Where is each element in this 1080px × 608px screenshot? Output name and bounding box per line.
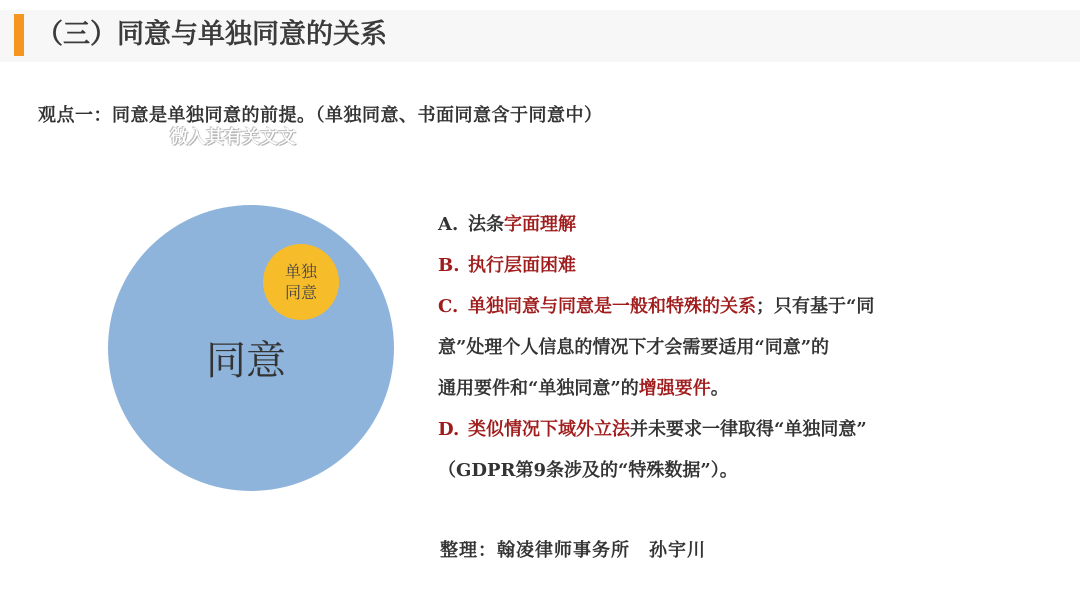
slide-title: （三）同意与单独同意的关系: [36, 19, 387, 50]
point-c-line3-text-end: 。: [710, 378, 729, 399]
point-c-line3-text-emphasis: 增强要件: [638, 378, 711, 399]
separate-consent-label-line2: 同意: [284, 283, 317, 302]
points-list: [438, 204, 1018, 491]
point-c-marker: C.: [438, 296, 459, 317]
separate-consent-label: [263, 261, 339, 303]
point-d-line2-text: （GDPR第9条涉及的“特殊数据”）。: [438, 460, 738, 481]
consent-label: 同意: [206, 338, 286, 384]
point-b: [438, 245, 1018, 286]
point-b-marker: B.: [438, 255, 460, 276]
separate-consent-label-line1: 单独: [284, 262, 317, 281]
point-d-text-plain: 并未要求一律取得“单独同意”: [630, 419, 867, 440]
point-a-marker: A.: [438, 214, 459, 235]
point-c-line2-text: 意”处理个人信息的情况下才会需要适用“同意”的: [438, 337, 830, 358]
point-c-text-emphasis: 单独同意与同意是一般和特殊的关系: [468, 296, 756, 317]
point-c-line2: [438, 327, 1018, 368]
point-c-line3: [438, 368, 1018, 409]
point-b-text: 执行层面困难: [468, 255, 576, 276]
venn-diagram: [108, 205, 394, 491]
point-c-line3-text-plain: 通用要件和“单独同意”的: [438, 378, 639, 399]
point-a-text-emphasis: 字面理解: [504, 214, 576, 235]
credit-text: 整理：翰凌律师事务所 孙宇川: [440, 540, 706, 561]
title-accent-bar: [14, 14, 24, 56]
viewpoint-text: 观点一：同意是单独同意的前提。（单独同意、书面同意含于同意中）: [38, 105, 603, 126]
point-a-text-plain: 法条: [468, 214, 504, 235]
point-a: [438, 204, 1018, 245]
point-d: [438, 409, 1018, 450]
watermark-text: 微入其有关文文: [170, 127, 296, 148]
point-d-line2: [438, 450, 1018, 491]
point-d-text-emphasis: 类似情况下域外立法: [468, 419, 630, 440]
point-c: [438, 286, 1018, 327]
point-d-marker: D.: [438, 419, 460, 440]
point-c-text-plain: ；只有基于“同: [756, 296, 875, 317]
separate-consent-circle: [263, 244, 339, 320]
